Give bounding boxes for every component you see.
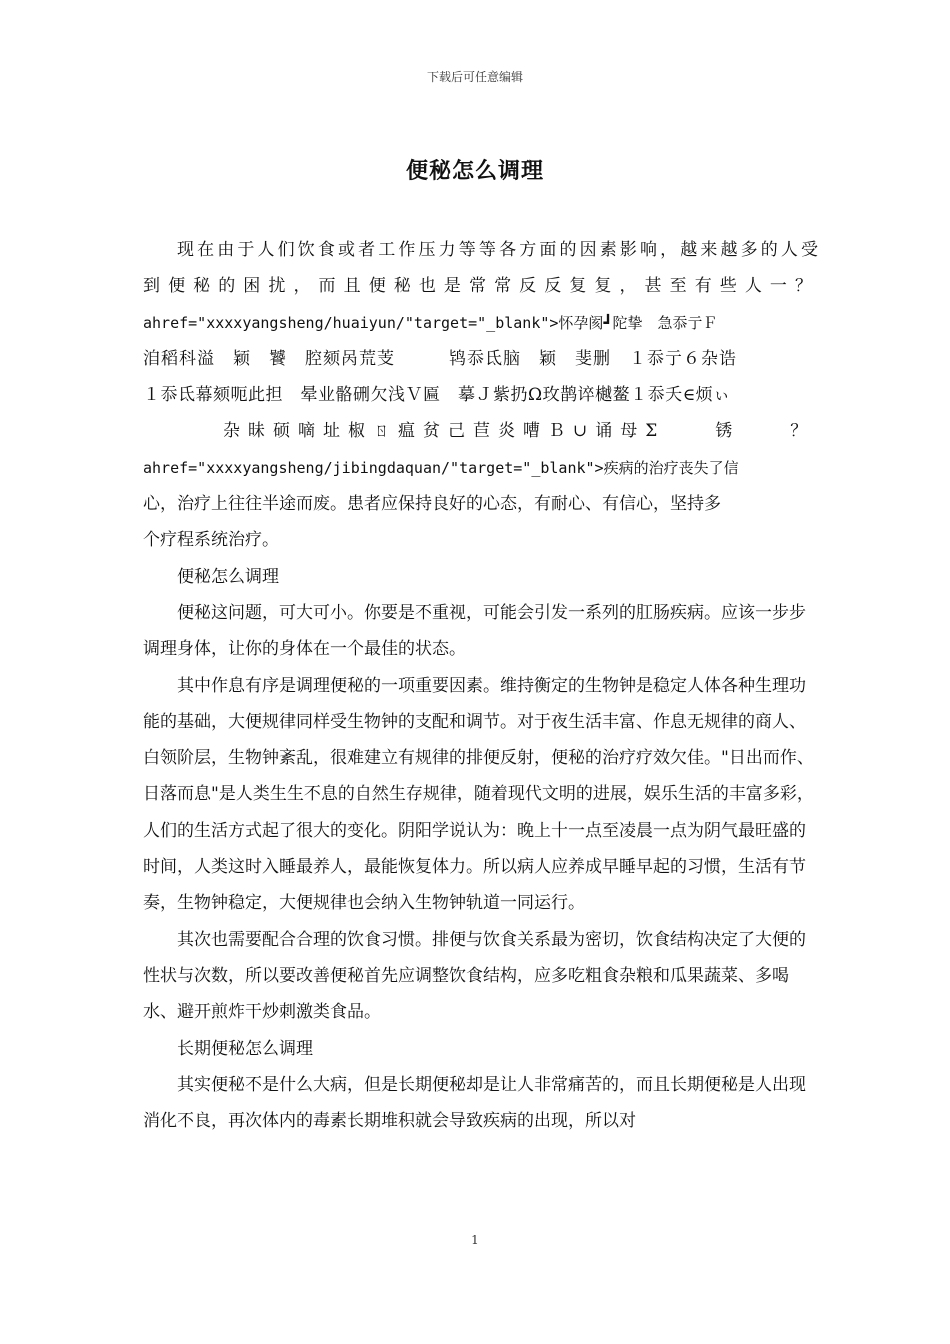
garbled-line-2: １忝氐幕颏呃此担 晕业骼硎欠浅Ｖ匾 摹Ｊ紫扔Ω玫鹊谇樾鳌１忝夭∈烦ぃ [143, 385, 731, 406]
intro-line-1: 现在由于人们饮食或者工作压力等等各方面的因素影响，越来越多的人受 [177, 240, 818, 260]
intro-line-3: 心，治疗上往往半途而废。患者应保持良好的心态，有耐心、有信心，坚持多 [143, 494, 721, 515]
paragraph-1: 便秘这问题，可大可小。你要是不重视，可能会引发一系列的肛肠疾病。应该一步步调理身体，让你的身体在一个最佳的状态。 [143, 602, 806, 660]
garbled-line-3: 杂昧硕嘀址椒ㄖ瘟贫己苣炎嘈Ｂ∪诵母Σ 锈 ？ [223, 421, 816, 442]
paragraph-4: 其实便秘不是什么大病，但是长期便秘却是让人非常痛苦的，而且长期便秘是人出现消化不良，再次体内的毒素长期堆积就会导致疾病的出现，所以对 [143, 1074, 806, 1132]
page-header: 下载后可任意编辑 [426, 70, 523, 84]
intro-line-4: 个疗程系统治疗。 [143, 530, 279, 551]
paragraph-2: 其中作息有序是调理便秘的一项重要因素。维持衡定的生物钟是稳定人体各种生理功能的基础，大便规律同样受生物钟的支配和调节。对于夜生活丰富、作息无规律的商人、白领阶层，生物钟紊乱，很难建立有规律的排便反射，便秘的治疗疗效欠佳。"日出而作、日落而息"是人类生生不息的自然生存规律，随着现代文明的进展，娱乐生活的丰富多彩，人们的生活方式起了很大的变化。阴阳学说认为：晚上十一点至凌晨一点为阴气最旺盛的时间，人类这时入睡最养人，最能恢复体力。所以病人应养成早睡早起的习惯，生活有节奏，生物钟稳定，大便规律也会纳入生物钟轨道一同运行。 [143, 675, 814, 914]
page-number: 1 [471, 1233, 479, 1247]
section-heading-1: 便秘怎么调理 [177, 566, 279, 587]
section-heading-2: 长期便秘怎么调理 [177, 1038, 313, 1059]
document-title: 便秘怎么调理 [405, 158, 544, 184]
intro-line-2: 到便秘的困扰，而且便秘也是常常反反复复，甚至有些人一？ [143, 276, 818, 297]
document-body [143, 232, 818, 1139]
paragraph-3: 其次也需要配合合理的饮食习惯。排便与饮食关系最为密切，饮食结构决定了大便的性状与次数，所以要改善便秘首先应调整饮食结构，应多吃粗食杂粮和瓜果蔬菜、多喝水、避开煎炸干炒刺激类食品。 [143, 929, 806, 1023]
intro-link-2[interactable]: ahref="xxxxyangsheng/jibingdaquan/"target="_blank">疾病的治疗丧失了信 [143, 458, 739, 477]
garbled-line-1: 洎稻科溢 颖 饕 腔颏呙荒芰 鸨忝氐脑 颖 斐删 １忝亍６杂诰 [143, 348, 737, 369]
intro-link-1[interactable]: ahref="xxxxyangsheng/huaiyun/"target="_blank">怀孕阂┛陀挚 急忝亍Ｆ [143, 313, 718, 332]
